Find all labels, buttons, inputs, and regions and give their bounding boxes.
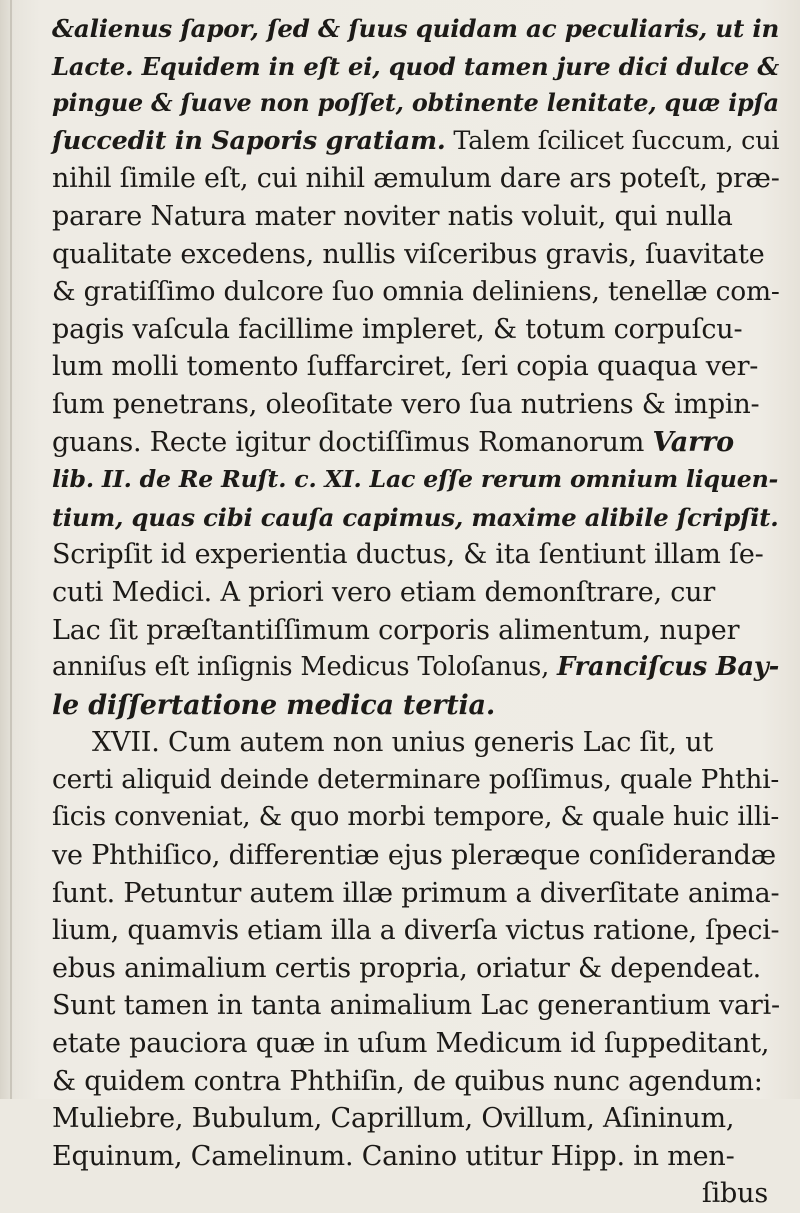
text-line	[52, 160, 780, 198]
roman-text: ebus animalium certis propria, oriatur & dependeat.	[52, 952, 761, 984]
text-line	[52, 612, 780, 650]
text-line	[52, 386, 780, 424]
text-line	[52, 1138, 780, 1176]
roman-text: qualitate excedens, nullis viſceribus gravis, ſuavitate	[52, 238, 765, 270]
text-line	[52, 424, 780, 462]
roman-text: lum molli tomento ſuffarciret, ſeri copia quaqua ver-	[52, 351, 759, 383]
roman-text: guans. Recte igitur doctiſſimus Romanorum	[52, 426, 653, 458]
catchword: ſibus	[701, 1178, 768, 1210]
roman-text: lium, quamvis etiam illa a diverſa victus ratione, ſpeci-	[52, 915, 780, 947]
text-line	[52, 875, 780, 913]
page-gutter	[10, 0, 12, 1099]
italic-text: Lacte. Equidem in eſt ei, quod tamen jure dici dulce &	[52, 51, 780, 81]
text-line	[52, 837, 780, 875]
roman-text: & gratiſſimo dulcore ſuo omnia deliniens, tenellæ com-	[52, 276, 780, 308]
text-line	[52, 687, 780, 725]
text-line	[52, 198, 780, 236]
text-line	[52, 574, 780, 612]
roman-text: XVII. Cum autem non unius generis Lac ſit, ut	[92, 727, 714, 759]
roman-text: anniſus eſt inſignis Medicus Toloſanus,	[52, 652, 558, 683]
text-line	[52, 499, 780, 537]
roman-text: & quidem contra Phthiſin, de quibus nunc agendum:	[52, 1065, 763, 1097]
roman-text: etate pauciora quæ in uſum Medicum id ſuppeditant,	[52, 1028, 770, 1060]
text-line	[52, 1063, 780, 1101]
roman-text: Muliebre, Bubulum, Caprillum, Ovillum, Aſininum,	[52, 1103, 735, 1135]
italic-text: &alienus ſapor, ſed & ſuus quidam ac peculiaris, ut in	[52, 14, 780, 43]
text-body	[52, 10, 780, 1213]
text-line	[52, 536, 780, 574]
italic-text: Franciſcus Bay-	[557, 652, 780, 683]
text-line	[52, 724, 780, 762]
text-line	[52, 273, 780, 311]
roman-text: Lac ſit præſtantiſſimum corporis alimentum, nuper	[52, 614, 740, 646]
roman-text: cuti Medici. A priori vero etiam demonſtrare, cur	[52, 576, 716, 608]
text-line	[52, 987, 780, 1025]
text-line	[52, 912, 780, 950]
roman-text: ve Phthiſico, differentiæ ejus pleræque conſiderandæ	[52, 840, 776, 872]
roman-text: Scripſit id experientia ductus, & ita ſentiunt illam ſe-	[52, 539, 764, 571]
roman-text: Equinum, Camelinum. Canino utitur Hipp. in men-	[52, 1140, 735, 1172]
text-line	[52, 85, 780, 123]
roman-text: Sunt tamen in tanta animalium Lac generantium vari-	[52, 990, 780, 1022]
roman-text: Talem ſcilicet ſuccum, cui	[445, 125, 780, 156]
italic-text: le diſſertatione medica tertia.	[52, 689, 496, 721]
text-line	[52, 762, 780, 800]
text-line	[52, 123, 780, 161]
text-line	[52, 1100, 780, 1138]
text-line	[52, 348, 780, 386]
text-line	[52, 10, 780, 48]
roman-text: ſicis conveniat, & quo morbi tempore, & quale huic illi-	[52, 802, 780, 833]
text-line	[52, 1025, 780, 1063]
text-line	[52, 48, 780, 86]
roman-text: nihil ſimile eſt, cui nihil æmulum dare ars poteſt, præ-	[52, 163, 780, 195]
text-line	[52, 649, 780, 687]
roman-text: ſunt. Petuntur autem illæ primum a diverſitate anima-	[52, 877, 780, 909]
italic-text: lib. II. de Re Ruſt. c. XI. Lac eſſe rerum omnium liquen-	[52, 465, 779, 494]
text-line	[52, 950, 780, 988]
italic-text: pingue & ſuave non poſſet, obtinente lenitate, quæ ipſa	[52, 89, 779, 118]
text-line	[52, 799, 780, 837]
italic-text: tium, quas cibi cauſa capimus, maxime alibile ſcripſit.	[52, 502, 779, 532]
text-line	[52, 236, 780, 274]
roman-text: certi aliquid deinde determinare poſſimus, quale Phthi-	[52, 764, 780, 795]
italic-text: ſuccedit in Saporis gratiam.	[52, 125, 446, 156]
roman-text: parare Natura mater noviter natis voluit, qui nulla	[52, 200, 733, 232]
text-line	[52, 311, 780, 349]
roman-text: ſum penetrans, oleoſitate vero ſua nutriens & impin-	[52, 388, 760, 420]
italic-text: Varro	[652, 426, 734, 458]
roman-text: pagis vaſcula facillime impleret, & totum corpuſcu-	[52, 313, 743, 345]
text-line	[52, 461, 780, 499]
